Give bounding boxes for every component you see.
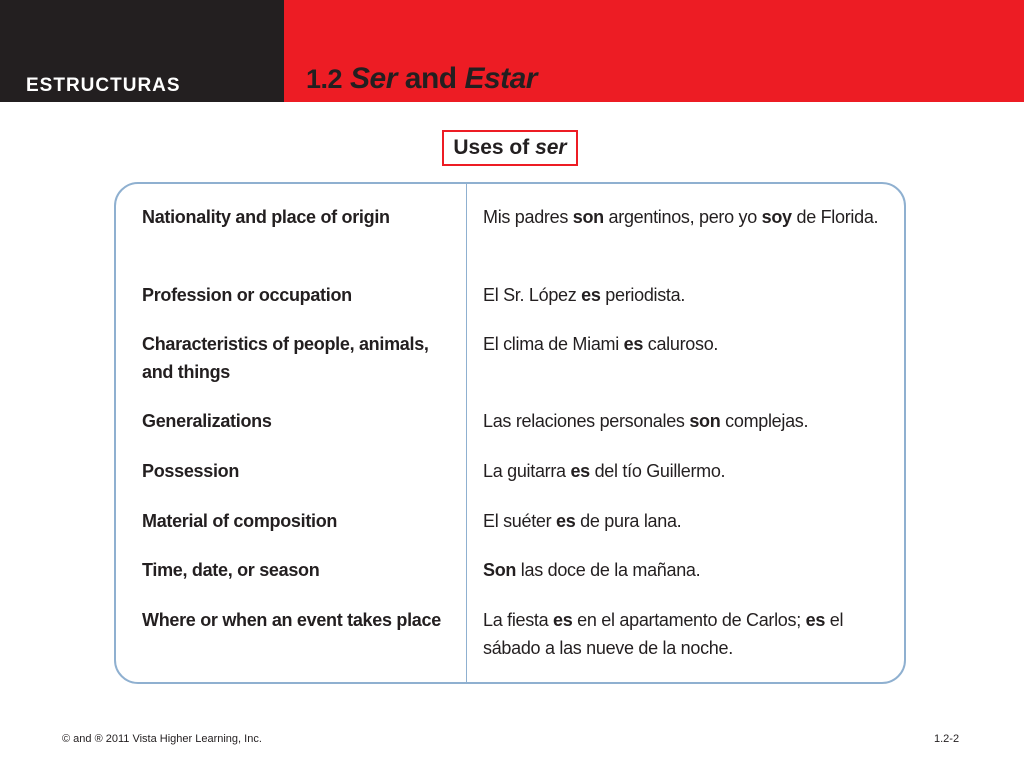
use-label: Time, date, or season bbox=[142, 560, 320, 580]
verb-form: es bbox=[623, 334, 644, 354]
title-and: and bbox=[396, 62, 465, 95]
sentence-text: La fiesta bbox=[483, 610, 554, 630]
sentence-text: La guitarra bbox=[483, 461, 571, 481]
verb-form: es bbox=[556, 511, 576, 531]
title-ser: Ser bbox=[350, 62, 397, 95]
example-sentence bbox=[483, 203, 883, 231]
sentence-text: de Florida. bbox=[791, 207, 879, 227]
example-sentence bbox=[483, 281, 883, 309]
sentence-text: El clima de Miami bbox=[483, 334, 624, 354]
use-label: Nationality and place of origin bbox=[142, 207, 390, 227]
verb-form: son bbox=[572, 207, 604, 227]
use-label: Possession bbox=[142, 461, 240, 481]
slide-header bbox=[0, 0, 1024, 102]
sentence-text: Mis padres bbox=[483, 207, 573, 227]
example-sentence bbox=[483, 457, 883, 485]
verb-form: es bbox=[570, 461, 590, 481]
sentence-text: periodista. bbox=[600, 285, 686, 305]
chapter-number: 1.2 bbox=[306, 64, 343, 94]
example-sentence bbox=[483, 556, 883, 584]
sentence-text: en el apartamento de Carlos; bbox=[572, 610, 806, 630]
chapter-title bbox=[306, 62, 537, 96]
use-label: Material of composition bbox=[142, 511, 338, 531]
verb-form: es bbox=[805, 610, 826, 630]
example-sentence bbox=[483, 606, 883, 662]
sentence-text: argentinos, pero yo bbox=[603, 207, 762, 227]
example-sentence bbox=[483, 330, 883, 358]
verb-form: es bbox=[553, 610, 573, 630]
sentence-text: el sábado a las nueve de la noche. bbox=[483, 610, 844, 658]
table-column-divider bbox=[466, 182, 467, 684]
page-number: 1.2-2 bbox=[934, 733, 960, 745]
use-label: Profession or occupation bbox=[142, 285, 352, 305]
use-label: Generalizations bbox=[142, 411, 272, 431]
verb-form: soy bbox=[761, 207, 792, 227]
sentence-text: caluroso. bbox=[643, 334, 719, 354]
sentence-text: las doce de la mañana. bbox=[516, 560, 701, 580]
example-sentence bbox=[483, 507, 883, 535]
sentence-text: Las relaciones personales bbox=[483, 411, 690, 431]
sentence-text: El Sr. López bbox=[483, 285, 582, 305]
use-label: Where or when an event takes place bbox=[142, 610, 441, 630]
verb-form: son bbox=[689, 411, 721, 431]
copyright-notice: © and ® 2011 Vista Higher Learning, Inc. bbox=[62, 733, 262, 745]
section-label: ESTRUCTURAS bbox=[26, 75, 181, 96]
verb-form: es bbox=[581, 285, 601, 305]
example-sentence bbox=[483, 407, 883, 435]
use-label: Characteristics of people, animals, and things bbox=[142, 334, 429, 382]
sentence-text: complejas. bbox=[720, 411, 809, 431]
verb-form: Son bbox=[483, 560, 517, 580]
table-title-box bbox=[442, 130, 578, 166]
sentence-text: del tío Guillermo. bbox=[589, 461, 726, 481]
table-title-emphasis: ser bbox=[535, 136, 567, 159]
table-title-prefix: Uses of bbox=[453, 136, 536, 159]
title-estar: Estar bbox=[464, 62, 537, 95]
sentence-text: El suéter bbox=[483, 511, 557, 531]
sentence-text: de pura lana. bbox=[575, 511, 682, 531]
